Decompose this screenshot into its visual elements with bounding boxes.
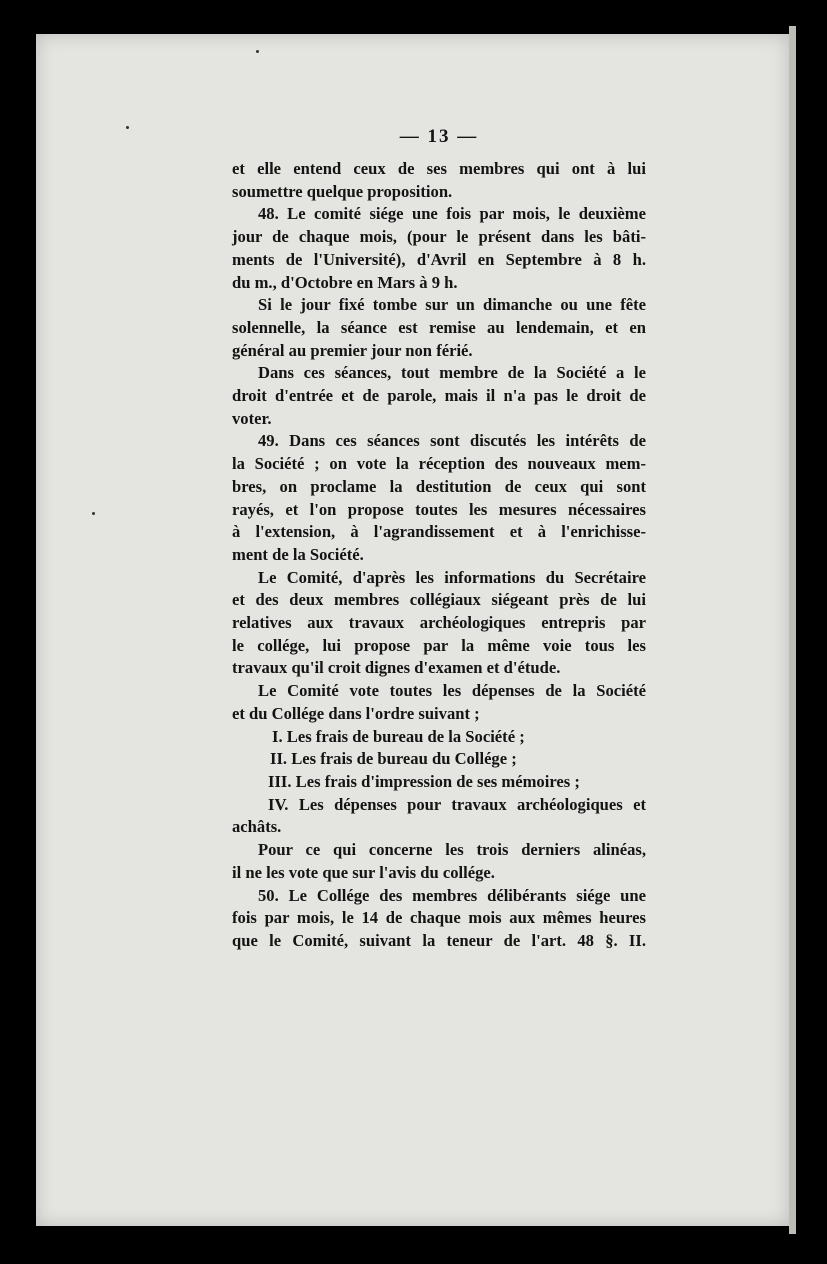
text-line: fois par mois, le 14 de chaque mois aux mêmes heures <box>232 908 646 928</box>
text-line: travaux qu'il croit dignes d'examen et d'étude. <box>232 658 561 678</box>
text-line: général au premier jour non férié. <box>232 340 473 360</box>
text-line: droit d'entrée et de parole, mais il n'a pas le droit de <box>232 386 646 406</box>
text-line: à l'extension, à l'agrandissement et à l'enrichisse- <box>232 522 646 542</box>
text-line: relatives aux travaux archéologiques entrepris par <box>232 613 646 633</box>
page-number: — 13 — <box>399 126 479 147</box>
text-line: que le Comité, suivant la teneur de l'art. 48 §. II. <box>232 930 646 950</box>
text-line: III. Les frais d'impression de ses mémoires ; <box>268 771 580 791</box>
text-line: I. Les frais de bureau de la Société ; <box>272 726 525 746</box>
document-body <box>232 124 646 953</box>
text-lines <box>232 158 646 953</box>
text-line: Le Comité, d'après les informations du Secrétaire <box>258 567 646 587</box>
ink-speck <box>92 512 95 515</box>
text-line: solennelle, la séance est remise au lendemain, et en <box>232 317 646 337</box>
text-line: le collége, lui propose par la même voie tous les <box>232 635 646 655</box>
ink-speck <box>256 50 259 53</box>
text-line: voter. <box>232 408 272 428</box>
text-line: achâts. <box>232 817 282 837</box>
text-line: jour de chaque mois, (pour le présent dans les bâti- <box>232 227 646 247</box>
text-line: 49. Dans ces séances sont discutés les intérêts de <box>258 431 646 451</box>
text-line: Si le jour fixé tombe sur un dimanche ou une fête <box>258 295 646 315</box>
text-line: il ne les vote que sur l'avis du collége. <box>232 862 495 882</box>
text-line: ments de l'Université), d'Avril en Septembre à 8 h. <box>232 249 646 269</box>
text-line: du m., d'Octobre en Mars à 9 h. <box>232 272 458 292</box>
text-line: Pour ce qui concerne les trois derniers alinéas, <box>258 840 646 860</box>
text-line: Le Comité vote toutes les dépenses de la Société <box>258 681 646 701</box>
text-line: et elle entend ceux de ses membres qui ont à lui <box>232 159 646 178</box>
text-line: soumettre quelque proposition. <box>232 181 453 201</box>
text-line: rayés, et l'on propose toutes les mesures nécessaires <box>232 499 646 519</box>
text-line: ment de la Société. <box>232 544 364 564</box>
text-line: la Société ; on vote la réception des nouveaux mem- <box>232 454 646 474</box>
ink-speck <box>126 126 129 129</box>
text-line: et des deux membres collégiaux siégeant près de lui <box>232 590 646 610</box>
text-line: 48. Le comité siége une fois par mois, le deuxième <box>258 204 646 224</box>
text-line: II. Les frais de bureau du Collége ; <box>270 749 517 769</box>
text-line: IV. Les dépenses pour travaux archéologiques et <box>268 794 646 814</box>
page-fold-edge <box>789 26 796 1234</box>
text-line: bres, on proclame la destitution de ceux qui sont <box>232 476 646 496</box>
text-line: 50. Le Collége des membres délibérants siége une <box>258 885 646 905</box>
text-line: Dans ces séances, tout membre de la Société a le <box>258 363 646 383</box>
text-line: et du Collége dans l'ordre suivant ; <box>232 703 480 723</box>
